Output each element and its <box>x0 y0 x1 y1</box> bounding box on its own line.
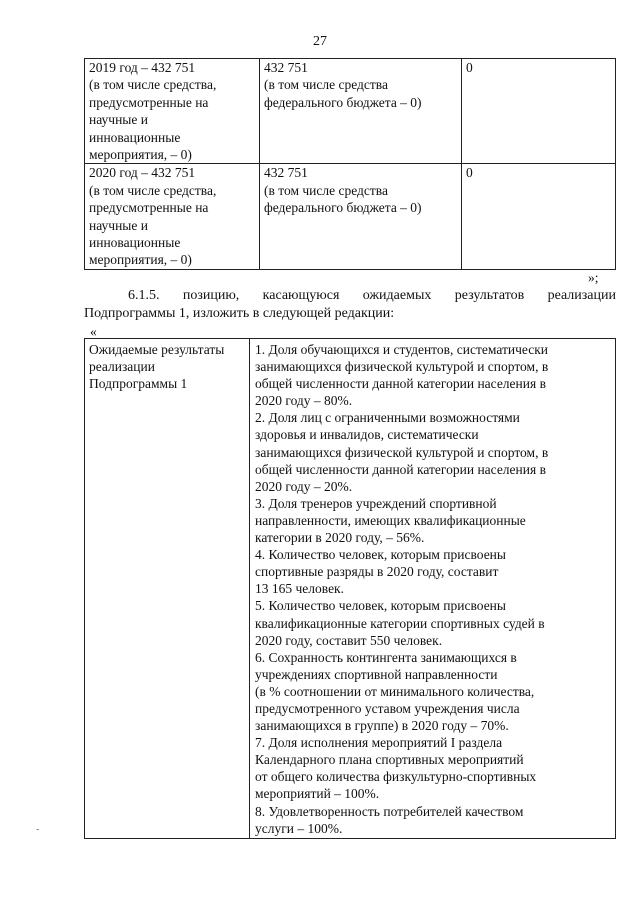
result-item <box>255 409 615 494</box>
finance-cell-line: 432 751 <box>264 165 308 181</box>
result-item-line: занимающихся в группе) в 2020 году – 70%. <box>255 718 509 734</box>
result-item-line: 4. Количество человек, которым присвоены <box>255 547 506 563</box>
finance-cell <box>462 59 616 164</box>
result-item-line: услуги – 100%. <box>255 820 343 836</box>
finance-cell-line: предусмотренные на <box>89 94 209 110</box>
result-item-line: направленности, имеющих квалификационные <box>255 512 526 528</box>
result-item <box>255 495 615 546</box>
finance-cell-line: 0 <box>466 60 473 75</box>
result-item <box>255 341 615 409</box>
amendment-paragraph <box>84 287 616 323</box>
finance-cell-line: (в том числе средства <box>264 182 388 198</box>
results-row <box>85 339 616 839</box>
finance-cell-line: (в том числе средства <box>264 77 388 93</box>
paragraph-line-1: 6.1.5. позицию, касающуюся ожидаемых результатов реализации <box>128 288 616 303</box>
result-item-line: от общего количества физкультурно-спортивных <box>255 769 537 785</box>
finance-cell-line: федерального бюджета – 0) <box>264 200 422 216</box>
result-item-line: 2020 году – 20%. <box>255 478 353 494</box>
result-item-line: 2020 году – 80%. <box>255 393 353 409</box>
result-item-line: занимающихся физической культурой и спортом, в <box>255 359 549 375</box>
result-item-line: предусмотренного уставом учреждения числа <box>255 700 520 716</box>
finance-cell-line: (в том числе средства, <box>89 77 217 93</box>
finance-cell-line: инновационные <box>89 129 181 145</box>
finance-table <box>84 58 616 270</box>
result-item-line: спортивные разряды в 2020 году, составит <box>255 564 499 580</box>
result-item-line: 2020 году, составит 550 человек. <box>255 632 443 648</box>
result-item-line: 1. Доля обучающихся и студентов, систематически <box>255 342 548 357</box>
closing-quote: »; <box>588 270 599 285</box>
result-item-line: мероприятий – 100%. <box>255 786 380 802</box>
results-label-line: реализации <box>89 359 155 375</box>
finance-row <box>85 164 616 269</box>
paragraph-line-2: Подпрограммы 1, изложить в следующей редакции: <box>84 306 395 321</box>
finance-cell-line: мероприятия, – 0) <box>89 252 192 268</box>
finance-cell-line: научные и <box>89 112 148 128</box>
finance-cell-line: 2020 год – 432 751 <box>89 165 196 181</box>
finance-cell-line: мероприятия, – 0) <box>89 147 192 163</box>
finance-cell <box>85 164 260 269</box>
page-number: 27 <box>313 34 327 49</box>
result-item-line: 2. Доля лиц с ограниченными возможностями <box>255 410 520 426</box>
result-item-line: занимающихся физической культурой и спортом, в <box>255 444 549 460</box>
finance-cell-line: 2019 год – 432 751 <box>89 60 196 75</box>
margin-mark: - <box>36 824 40 835</box>
result-item-line: Календарного плана спортивных мероприятий <box>255 752 524 768</box>
finance-row <box>85 59 616 164</box>
result-item <box>255 803 615 837</box>
result-item-line: общей численности данной категории населения в <box>255 461 546 477</box>
result-item-line: 7. Доля исполнения мероприятий I раздела <box>255 735 503 751</box>
finance-cell-line: научные и <box>89 217 148 233</box>
result-item-line: учреждениях спортивной направленности <box>255 666 498 682</box>
result-item-line: (в % соотношении от минимального количества, <box>255 683 535 699</box>
result-item-line: общей численности данной категории населения в <box>255 376 546 392</box>
finance-cell-line: федерального бюджета – 0) <box>264 94 422 110</box>
result-item <box>255 597 615 648</box>
results-items-cell <box>250 339 616 839</box>
opening-quote: « <box>90 324 97 339</box>
finance-cell <box>462 164 616 269</box>
result-item <box>255 649 615 734</box>
finance-cell-line: предусмотренные на <box>89 200 209 216</box>
results-label-cell <box>85 339 250 839</box>
result-item-line: 8. Удовлетворенность потребителей качеством <box>255 803 524 819</box>
result-item-line: 3. Доля тренеров учреждений спортивной <box>255 495 497 511</box>
result-item-line: квалификационные категории спортивных судей в <box>255 615 545 631</box>
result-item <box>255 546 615 597</box>
result-item <box>255 734 615 802</box>
finance-cell-line: (в том числе средства, <box>89 182 217 198</box>
finance-cell-line: инновационные <box>89 235 181 251</box>
result-item-line: 13 165 человек. <box>255 581 344 597</box>
results-label-line: Подпрограммы 1 <box>89 376 188 392</box>
result-item-line: здоровья и инвалидов, систематически <box>255 427 479 443</box>
finance-cell <box>260 59 462 164</box>
result-item-line: категории в 2020 году, – 56%. <box>255 530 425 546</box>
finance-cell-line: 432 751 <box>264 60 308 75</box>
results-label-line: Ожидаемые результаты <box>89 342 225 357</box>
result-item-line: 5. Количество человек, которым присвоены <box>255 598 506 614</box>
finance-cell <box>85 59 260 164</box>
finance-cell-line: 0 <box>466 165 473 181</box>
result-item-line: 6. Сохранность контингента занимающихся в <box>255 649 517 665</box>
results-table <box>84 338 616 839</box>
finance-cell <box>260 164 462 269</box>
